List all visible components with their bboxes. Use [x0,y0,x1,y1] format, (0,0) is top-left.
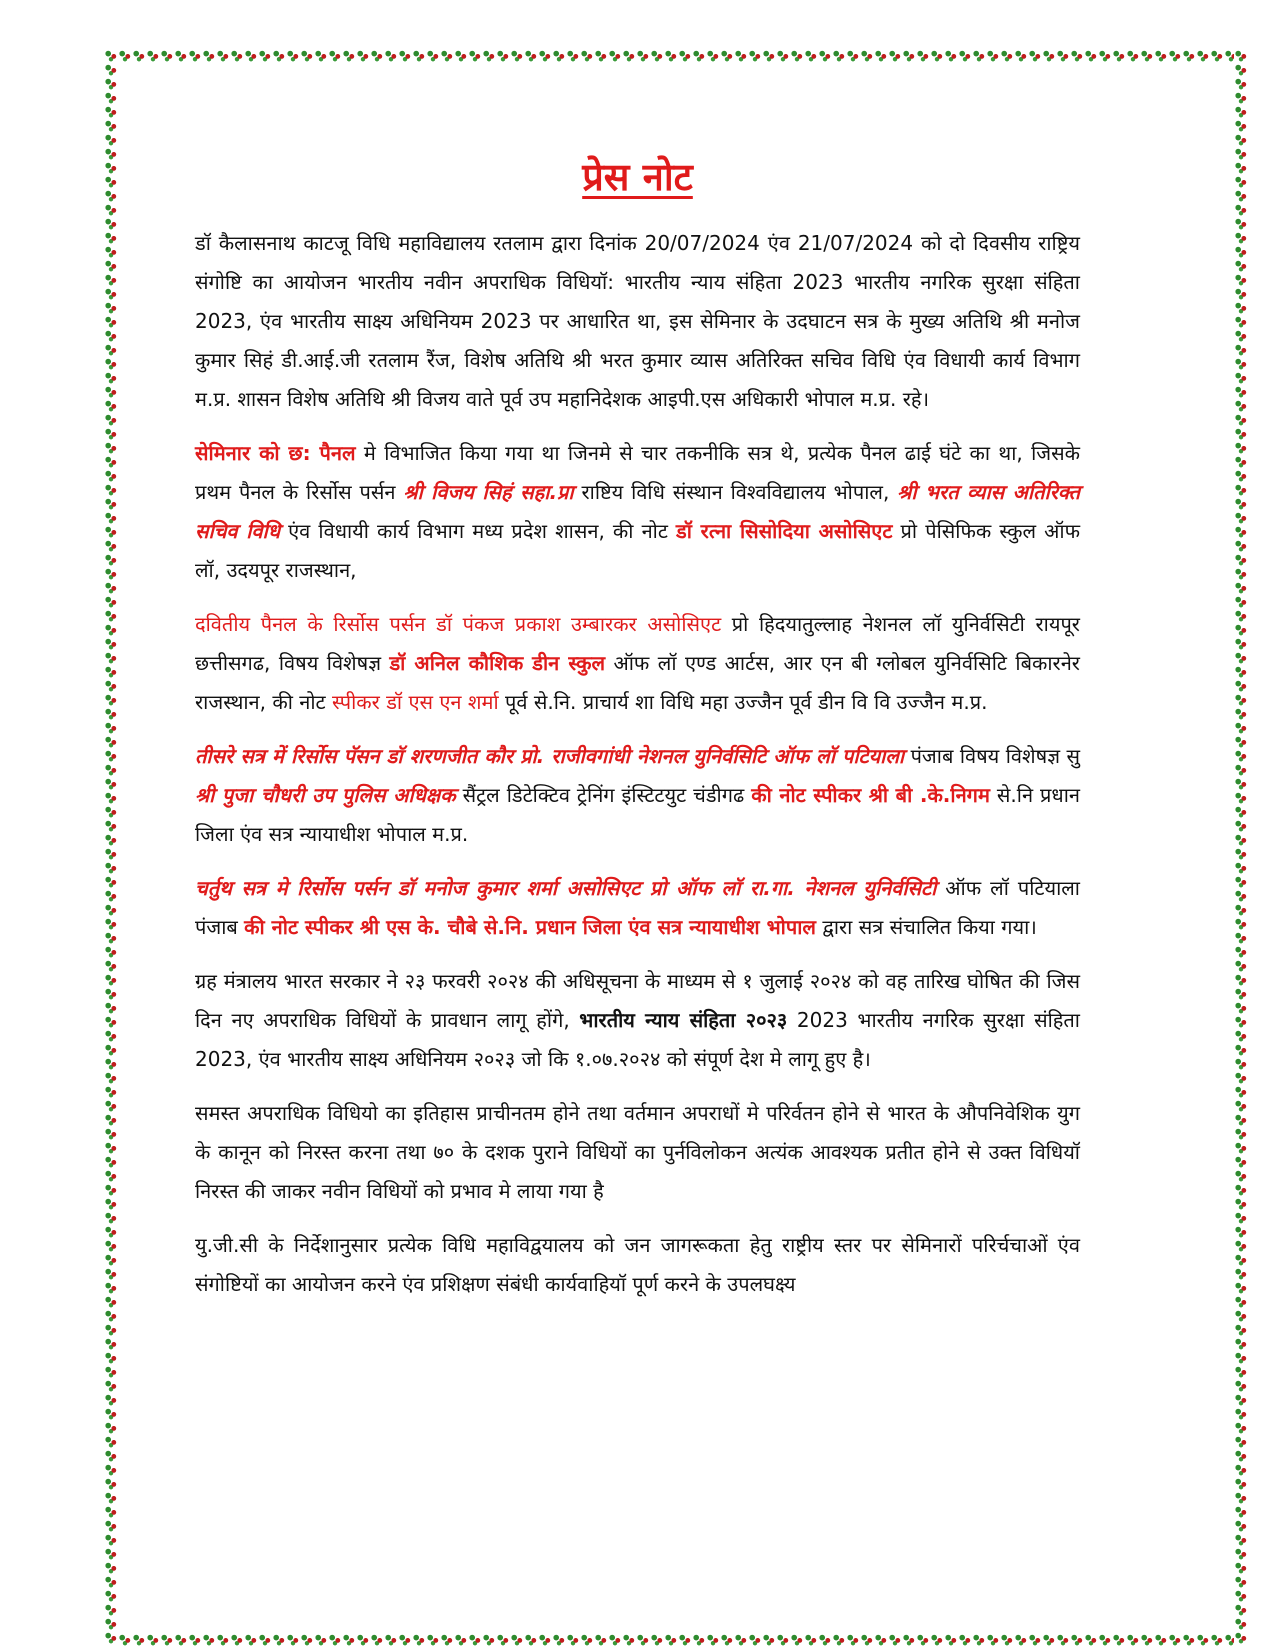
body-text: सैंट्रल डिटेक्टिव ट्रेनिंग इंस्टिटयुट चंडीगढ [455,783,752,807]
holly-border-left [104,48,118,1646]
highlight-text: डॉ रत्ना सिसोदिया असोसिएट [676,519,893,543]
paragraph-first-panel [195,434,1080,590]
paragraph-third-session [195,737,1080,854]
highlight-text: श्री भरत व्यास अतिरिक्त सचिव विधि [195,480,1080,543]
highlight-text: स्पीकर डॉ एस एन शर्मा [331,690,499,714]
body-text: पंजाब विषय विशेषज्ञ सु [904,744,1080,768]
page-title: प्रेस नोट [582,155,693,199]
body-text: राष्टिय विधि संस्थान विश्वविद्यालय भोपाल, [573,480,898,504]
highlight-text: तीसरे सत्र में रिर्सोस पॅसन डॉ शरणजीत कौर प्रो. राजीवगांधी नेशनल युनिर्वसिटि ऑफ लॉ पटियाला [195,744,905,768]
body-text: प्रो हिदयातुल्लाह नेशनल लॉ युनिर्वसिटी रायपूर छत्तीसगढ, विषय विशेषज्ञ [195,612,1080,675]
highlight-text: दवितीय पैनल के रिर्सोस पर्सन डॉ पंकज प्रकाश उम्बारकर असोसिएट [195,612,722,636]
highlight-text: चर्तुथ सत्र मे रिर्सोस पर्सन डॉ मनोज कुमार शर्मा असोसिएट प्रो ऑफ लॉ रा.गा. नेशनल युनिर्वसिटी [195,876,937,900]
body-text: ऑफ लॉ पटियाला पंजाब [195,876,1080,939]
body-text: ग्रह मंत्रालय भारत सरकार ने २३ फरवरी २०२४ की अधिसूचना के माध्यम से १ जुलाई २०२४ को वह तारिख घोषित की जिस दिन नए अपराधिक विधियों के प्रावधान लागू होंगे, [195,969,1080,1032]
holly-border-bottom [104,1632,1248,1646]
highlight-text: सेमिनार को छ: पैनल [195,441,356,465]
holly-border-right [1234,48,1248,1646]
holly-border-top [104,48,1248,62]
body-text: से.नि प्रधान जिला एंव सत्र न्यायाधीश भोपाल म.प्र. [195,783,1080,846]
highlight-text: श्री विजय सिहं सहा.प्रा [403,480,574,504]
body-text: एंव विधायी कार्य विभाग मध्य प्रदेश शासन, की नोट [280,519,677,543]
body-text: यु.जी.सी के निर्देशानुसार प्रत्येक विधि महाविद्वयालय को जन जागरूकता हेतु राष्ट्रीय स्तर पर सेमिनारों परिर्चचाओं एंव संगोष्टियों का आयोजन करने एंव प्रशिक्षण संबंधी कार्यवाहियॉ पूर्ण करने के उपलघक्ष्य [195,1233,1080,1296]
paragraph-intro [195,224,1080,419]
body-text: मे विभाजित किया गया था जिनमे से चार तकनीकि सत्र थे, प्रत्येक पैनल ढाई घंटे का था, जिसके प्रथम पैनल के रिर्सोस पर्सन [195,441,1080,504]
paragraph-history [195,1094,1080,1211]
highlight-text: की नोट स्पीकर श्री बी .के.निगम [751,783,990,807]
body-text: पूर्व से.नि. प्राचार्य शा विधि महा उज्जैन पूर्व डीन वि वि उज्जैन म.प्र. [498,690,988,714]
paragraph-ugc [195,1226,1080,1304]
highlight-text: श्री पुजा चौधरी उप पुलिस अधिक्षक [195,783,456,807]
body-text: समस्त अपराधिक विधियो का इतिहास प्राचीनतम होने तथा वर्तमान अपराधों मे परिर्वतन होने से भारत के औपनिवेशिक युग के कानून को निरस्त करना तथा ७० के दशक पुराने विधियों का पुर्नविलोकन अत्यंक आवश्यक प्रतीत होने से उक्त विधियॉ निरस्त की जाकर नवीन विधियों को प्रभाव मे लाया गया है [195,1101,1080,1203]
paragraph-second-panel [195,605,1080,722]
body-text: प्रो पेसिफिक स्कुल ऑफ लॉ, उदयपूर राजस्थान, [195,519,1081,582]
bold-text: भारतीय न्याय संहिता २०२३ [579,1008,788,1032]
intro-text: डॉ कैलासनाथ काटजू विधि महाविद्यालय रतलाम द्वारा दिनांक 20/07/2024 एंव 21/07/2024 को दो दिवसीय राष्ट्रिय संगोष्टि का आयोजन भारतीय नवीन अपराधिक विधियॉ: भारतीय न्याय संहिता 2023 भारतीय नगरिक सुरक्षा संहिता 2023, एंव भारतीय साक्ष्य अधिनियम 2023 पर आधारित था, इस सेमिनार के उदघाटन सत्र के मुख्य अतिथि श्री मनोज कुमार सिहं डी.आई.जी रतलाम रैंज, विशेष अतिथि श्री भरत कुमार व्यास अतिरिक्त सचिव विधि एंव विधायी कार्य विभाग म.प्र. शासन विशेष अतिथि श्री विजय वाते पूर्व उप महानिदेशक आइपी.एस अधिकारी भोपाल म.प्र. रहे। [195,231,1080,411]
body-text: 2023 भारतीय नगरिक सुरक्षा संहिता 2023, एंव भारतीय साक्ष्य अधिनियम २०२३ जो कि १.०७.२०२४ को संपूर्ण देश मे लागू हुए है। [195,1008,1080,1071]
press-note-page [195,150,1080,1319]
highlight-text: डॉ अनिल कौशिक डीन स्कुल [389,651,606,675]
body-text: द्वारा सत्र संचालित किया गया। [815,915,1037,939]
body-text: ऑफ लॉ एण्ड आर्टस, आर एन बी ग्लोबल युनिर्वसिटि बिकारनेर राजस्थान, की नोट [195,651,1080,714]
paragraph-notification [195,962,1080,1079]
paragraph-fourth-session [195,869,1080,947]
highlight-text: की नोट स्पीकर श्री एस के. चौबे से.नि. प्रधान जिला एंव सत्र न्यायाधीश भोपाल [244,915,816,939]
